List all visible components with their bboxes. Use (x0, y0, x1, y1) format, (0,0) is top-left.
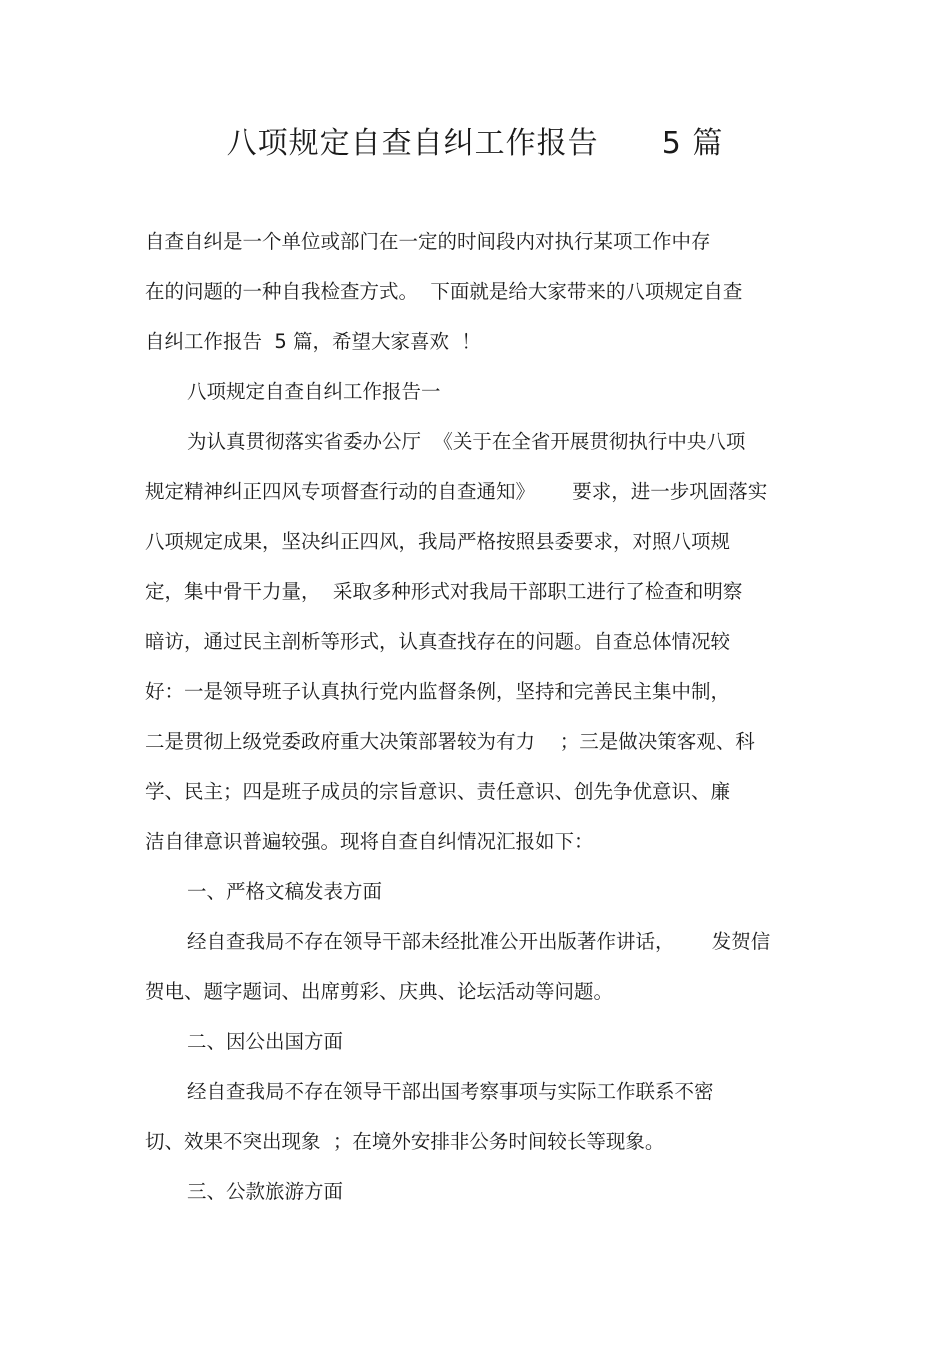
paragraph-line: 好：一是领导班子认真执行党内监督条例，坚持和完善民主集中制， (145, 680, 731, 703)
paragraph-line: 自纠工作报告 5 篇，希望大家喜欢 ！ (145, 330, 481, 353)
paragraph-line: 经自查我局不存在领导干部未经批准公开出版著作讲话， 发贺信 (187, 930, 771, 953)
paragraph-line: 在的问题的一种自我检查方式。 下面就是给大家带来的八项规定自查 (145, 280, 743, 303)
section-heading: 二、因公出国方面 (187, 1030, 344, 1053)
paragraph-line: 学、民主；四是班子成员的宗旨意识、责任意识、创先争优意识、廉 (145, 780, 731, 803)
section-heading: 一、严格文稿发表方面 (187, 880, 383, 903)
paragraph-line: 二是贯彻上级党委政府重大决策部署较为有力 ；三是做决策客观、科 (145, 730, 755, 753)
section-heading: 八项规定自查自纠工作报告一 (187, 380, 441, 403)
paragraph-line: 自查自纠是一个单位或部门在一定的时间段内对执行某项工作中存 (145, 230, 711, 253)
document-title: 八项规定自查自纠工作报告 5 篇 (226, 126, 724, 161)
paragraph-line: 规定精神纠正四风专项督查行动的自查通知》 要求，进一步巩固落实 (145, 480, 768, 503)
paragraph-line: 八项规定成果，坚决纠正四风，我局严格按照县委要求，对照八项规 (145, 530, 731, 553)
paragraph-line: 切、效果不突出现象 ；在境外安排非公务时间较长等现象。 (145, 1130, 665, 1153)
section-heading: 三、公款旅游方面 (187, 1180, 344, 1203)
paragraph-line: 定，集中骨干力量， 采取多种形式对我局干部职工进行了检查和明察 (145, 580, 743, 603)
paragraph-line: 经自查我局不存在领导干部出国考察事项与实际工作联系不密 (187, 1080, 714, 1103)
paragraph-line: 为认真贯彻落实省委办公厅 《关于在全省开展贯彻执行中央八项 (187, 430, 746, 453)
paragraph-line: 贺电、题字题词、出席剪彩、庆典、论坛活动等问题。 (145, 980, 614, 1003)
paragraph-line: 暗访，通过民主剖析等形式，认真查找存在的问题。自查总体情况较 (145, 630, 731, 653)
paragraph-line: 洁自律意识普遍较强。现将自查自纠情况汇报如下： (145, 830, 594, 853)
